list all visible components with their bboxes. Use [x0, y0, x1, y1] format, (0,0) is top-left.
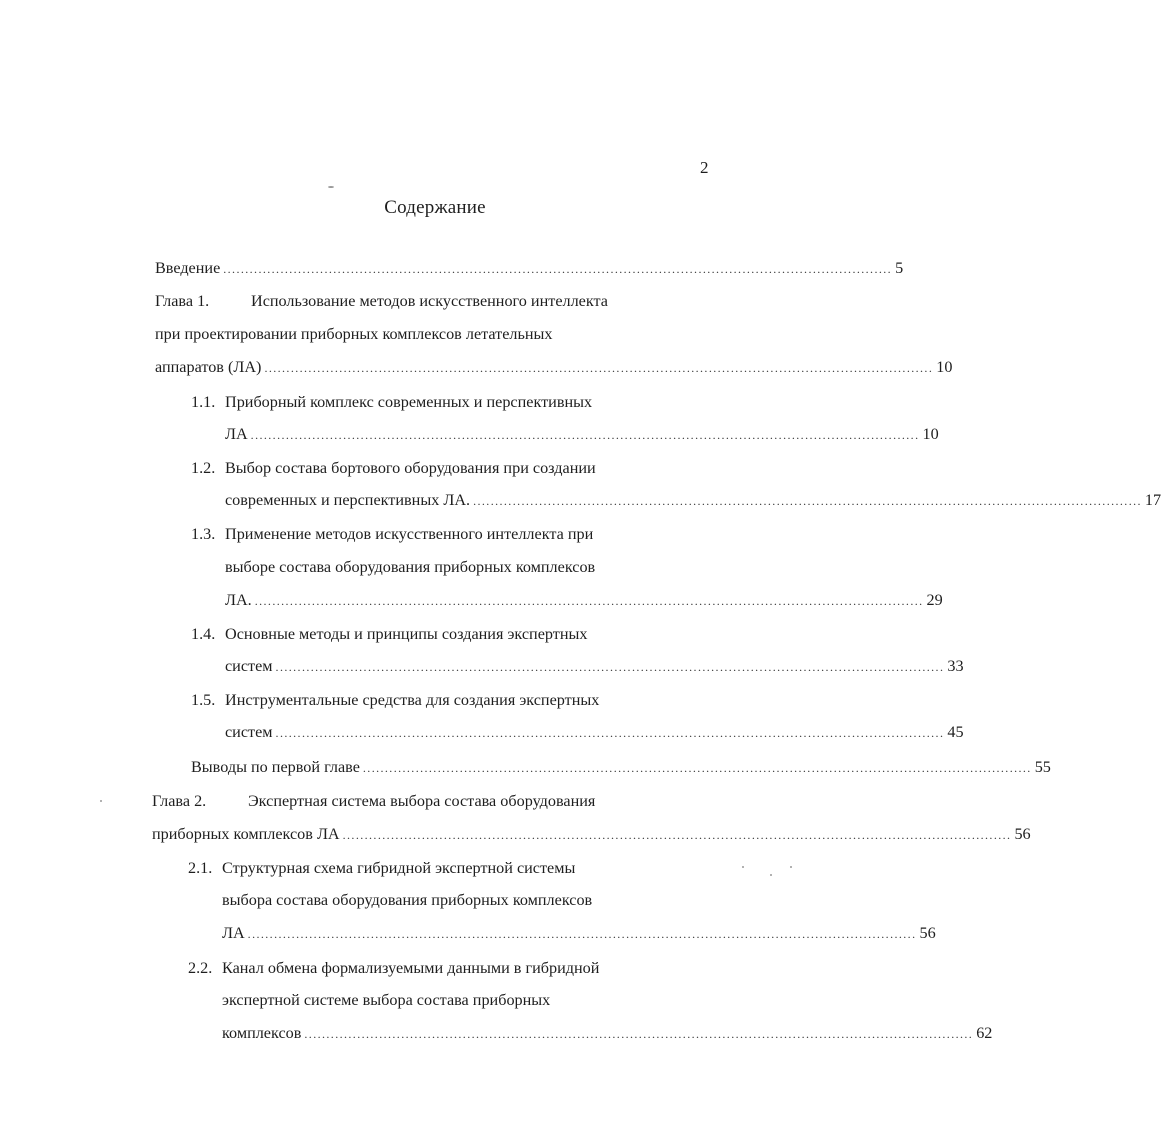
section-number: 1.5. [191, 691, 216, 709]
toc-section-1-4-line1[interactable] [191, 624, 587, 644]
toc-section-2-2-line1[interactable] [188, 958, 599, 978]
dot-leader: ........................................................................................................................................................ [254, 594, 924, 608]
toc-entry-intro[interactable] [155, 258, 904, 279]
toc-section-2-2-line3[interactable] [222, 1023, 993, 1044]
toc-entry-text: ЛА [222, 924, 245, 942]
toc-page-number: 17 [1144, 491, 1161, 509]
toc-entry-text: ЛА. [225, 591, 252, 609]
section-number: 1.4. [191, 625, 216, 643]
dot-leader: ........................................................................................................................................................ [247, 927, 917, 941]
section-title: Основные методы и принципы создания экспертных [225, 625, 588, 643]
section-number: 1.2. [191, 459, 216, 477]
section-title: Выбор состава бортового оборудования при создании [225, 459, 596, 477]
toc-chapter-1-line3[interactable] [155, 357, 953, 378]
toc-section-1-2-line1[interactable] [191, 458, 596, 478]
section-number: 2.2. [188, 959, 213, 977]
toc-page-number: 33 [947, 657, 964, 675]
toc-page-number: 56 [919, 924, 936, 942]
toc-page-number: 10 [922, 425, 939, 443]
dot-leader: ........................................................................................................................................................ [362, 761, 1032, 775]
toc-section-2-1-line1[interactable] [188, 858, 575, 878]
toc-section-1-2-line2[interactable] [225, 490, 1161, 511]
toc-page-number: 55 [1034, 758, 1051, 776]
toc-section-2-1-line2: выбора состава оборудования приборных комплексов [222, 891, 593, 909]
toc-entry-text: современных и перспективных ЛА. [225, 491, 471, 509]
dot-leader: ........................................................................................................................................................ [342, 828, 1012, 842]
toc-section-1-3-line3[interactable] [225, 590, 943, 611]
toc-entry-text: приборных комплексов ЛА [152, 825, 340, 843]
toc-page-number: 45 [947, 723, 964, 741]
toc-page-number: 56 [1014, 825, 1031, 843]
section-title: Применение методов искусственного интеллекта при [225, 525, 594, 543]
toc-entry-conclusions-1[interactable] [191, 757, 1051, 778]
dot-leader: ........................................................................................................................................................ [264, 361, 934, 375]
dot-leader: ........................................................................................................................................................ [250, 428, 920, 442]
chapter-label: Глава 1. [155, 292, 210, 310]
section-title: Инструментальные средства для создания экспертных [225, 691, 600, 709]
toc-chapter-1-line2: при проектировании приборных комплексов летательных [155, 325, 553, 343]
toc-section-1-1-line2[interactable] [225, 424, 939, 445]
dot-leader: ........................................................................................................................................................ [304, 1027, 974, 1041]
toc-chapter-2-line1[interactable] [152, 791, 595, 811]
dot-leader: ........................................................................................................................................................ [473, 494, 1142, 508]
scan-speck [742, 866, 744, 868]
toc-entry-text: систем [225, 723, 273, 741]
toc-page-number: 29 [926, 591, 943, 609]
toc-entry-text: аппаратов (ЛА) [155, 358, 262, 376]
toc-section-1-3-line2: выборе состава оборудования приборных комплексов [225, 558, 596, 576]
section-title: Структурная схема гибридной экспертной системы [222, 859, 576, 877]
toc-section-1-4-line2[interactable] [225, 656, 964, 677]
section-title: Приборный комплекс современных и перспективных [225, 393, 593, 411]
scan-speck [328, 186, 334, 188]
scan-speck [770, 874, 772, 876]
toc-section-1-5-line2[interactable] [225, 722, 964, 743]
dot-leader: ........................................................................................................................................................ [275, 726, 945, 740]
toc-page-number: 62 [976, 1024, 993, 1042]
page-title: Содержание [384, 197, 486, 218]
dot-leader: ........................................................................................................................................................ [275, 660, 945, 674]
dot-leader: ........................................................................................................................................................ [223, 262, 893, 276]
section-number: 2.1. [188, 859, 213, 877]
scan-speck [790, 866, 792, 868]
section-number: 1.1. [191, 393, 216, 411]
toc-entry-text: ЛА [225, 425, 248, 443]
toc-page-number: 10 [936, 358, 953, 376]
toc-entry-text: комплексов [222, 1024, 302, 1042]
chapter-title: Использование методов искусственного интеллекта [251, 292, 608, 310]
toc-entry-text: систем [225, 657, 273, 675]
toc-section-1-5-line1[interactable] [191, 690, 599, 710]
toc-section-1-1-line1[interactable] [191, 392, 592, 412]
toc-section-1-3-line1[interactable] [191, 524, 593, 544]
scan-speck [100, 800, 102, 802]
toc-section-2-2-line2: экспертной системе выбора состава приборных [222, 991, 551, 1009]
toc-chapter-1-line1[interactable] [155, 291, 608, 311]
chapter-title: Экспертная система выбора состава оборудования [248, 792, 596, 810]
toc-entry-text: Введение [155, 259, 221, 277]
toc-section-2-1-line3[interactable] [222, 923, 936, 944]
toc-page-number: 5 [895, 259, 904, 277]
toc-chapter-2-line2[interactable] [152, 824, 1031, 845]
page-number: 2 [700, 158, 709, 177]
toc-entry-text: Выводы по первой главе [191, 758, 360, 776]
chapter-label: Глава 2. [152, 792, 207, 810]
section-number: 1.3. [191, 525, 216, 543]
section-title: Канал обмена формализуемыми данными в гибридной [222, 959, 600, 977]
